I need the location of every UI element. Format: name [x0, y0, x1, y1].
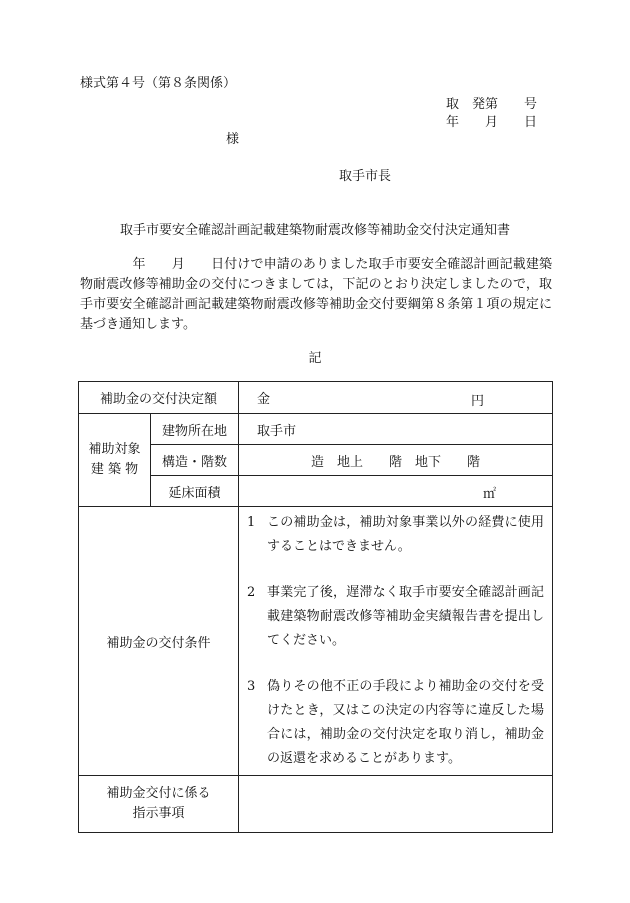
recipient-name: 様 [226, 132, 240, 147]
document-date: 年 月 日 [446, 115, 538, 130]
structure-label: 構造・階数 [151, 445, 239, 476]
conditions-cell [239, 507, 553, 776]
table-row [79, 476, 553, 507]
condition-item [247, 675, 544, 771]
conditions-label: 補助金の交付条件 [79, 507, 239, 776]
condition-text: 事業完了後，遅滞なく取手市要安全確認計画記載建築物耐震改修等補助金実績報告書を提出してください。 [267, 585, 545, 648]
condition-number: 3 [247, 679, 256, 694]
document-number: 取 発第 号 [446, 97, 538, 112]
condition-number: 2 [247, 585, 256, 600]
table-row [79, 445, 553, 476]
form-number: 様式第４号（第８条関係） [80, 76, 237, 91]
condition-text: この補助金は，補助対象事業以外の経費に使用することはできません。 [267, 515, 545, 554]
floor-area-unit: ㎡ [483, 487, 497, 502]
table-row [79, 382, 553, 414]
condition-item [247, 581, 544, 653]
location-value: 取手市 [239, 414, 553, 445]
target-label-line1: 補助対象 [88, 442, 141, 457]
ki-heading: 記 [308, 351, 322, 366]
instructions-label [79, 776, 239, 833]
structure-value: 造 地上 階 地下 階 [311, 454, 481, 470]
instructions-value [239, 776, 553, 833]
subsidy-decision-table [78, 381, 553, 833]
condition-text: 偽りその他不正の手段により補助金の交付を受けたとき，又はこの決定の内容等に違反した場合には，補助金の交付決定を取り消し，補助金の返還を求めることがあります。 [267, 679, 545, 766]
amount-unit: 円 [471, 394, 485, 409]
body-paragraph: 年 月 日付けで申請のありました取手市要安全確認計画記載建築物耐震改修等補助金の交付につきましては，下記のとおり決定しましたので，取手市要安全確認計画記載建築物耐震改修等補助金交付要綱第８条第１項の規定に基づき通知します。 [80, 257, 552, 332]
location-label: 建物所在地 [151, 414, 239, 445]
condition-item [247, 511, 544, 559]
instructions-label-line1: 補助金交付に係る [106, 786, 211, 801]
floor-area-cell [239, 476, 553, 507]
target-label-line2: 建 築 物 [90, 462, 139, 477]
target-building-label [79, 414, 151, 507]
amount-prefix: 金 [257, 392, 271, 407]
table-row [79, 414, 553, 445]
sender-name: 取手市長 [339, 169, 392, 184]
amount-cell [239, 382, 553, 414]
floor-area-label: 延床面積 [151, 476, 239, 507]
instructions-label-line2: 指示事項 [132, 806, 185, 821]
table-row [79, 507, 553, 776]
amount-label: 補助金の交付決定額 [79, 382, 239, 414]
document-title: 取手市要安全確認計画記載建築物耐震改修等補助金交付決定通知書 [119, 223, 510, 238]
table-row [79, 776, 553, 833]
structure-cell [239, 445, 553, 476]
condition-number: 1 [247, 515, 256, 530]
